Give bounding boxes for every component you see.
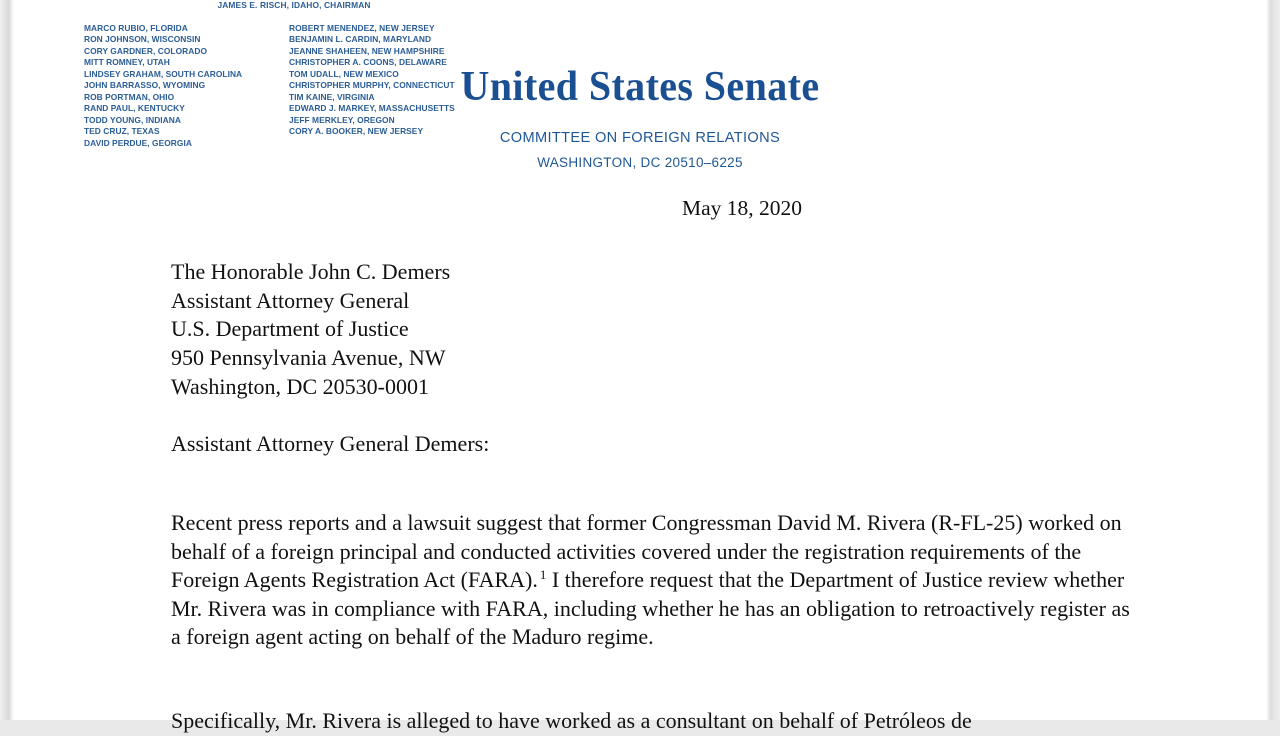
address-line: U.S. Department of Justice (171, 316, 409, 342)
member-list-item: DAVID PERDUE, GEORGIA (84, 137, 192, 148)
member-list-item: CHRISTOPHER MURPHY, CONNECTICUT (289, 80, 455, 91)
footnote-marker-1[interactable]: 1 (539, 566, 547, 582)
majority-members-column (84, 23, 242, 149)
member-list-item: CORY GARDNER, COLORADO (84, 45, 208, 56)
letter-paragraph-1 (171, 509, 1135, 652)
committee-name: COMMITTEE ON FOREIGN RELATIONS (499, 130, 781, 146)
letter-salutation: Assistant Attorney General Demers: (171, 431, 490, 456)
letterhead-address (460, 155, 820, 170)
member-list-item: MITT ROMNEY, UTAH (84, 57, 170, 68)
member-list-item: TOM UDALL, NEW MEXICO (289, 68, 399, 79)
member-list-item: MARCO RUBIO, FLORIDA (84, 23, 188, 33)
address-line: Washington, DC 20530-0001 (171, 373, 429, 399)
letterhead-masthead (460, 58, 820, 170)
paragraph-1-text-b: I therefore request that the Department of Justice review whether Mr. Rivera was in compliance with FARA, including whether he has an obligation to retroactively register as a foreign agent acting on behalf of the Maduro regime. (171, 567, 1130, 649)
member-list-item: LINDSEY GRAHAM, SOUTH CAROLINA (84, 68, 243, 79)
member-list-item: ROBERT MENENDEZ, NEW JERSEY (289, 23, 435, 33)
senate-title-artwork (460, 58, 820, 112)
member-list-item: JEFF MERKLEY, OREGON (289, 114, 395, 125)
committee-chairman-line: JAMES E. RISCH, IDAHO, CHAIRMAN (217, 0, 371, 10)
member-list-item: RON JOHNSON, WISCONSIN (84, 34, 201, 45)
member-list-item: TED CRUZ, TEXAS (84, 126, 160, 137)
page-left-gutter (0, 0, 14, 720)
letterhead-city: WASHINGTON, DC 20510–6225 (537, 155, 743, 170)
member-list-item: TODD YOUNG, INDIANA (84, 114, 181, 125)
senate-letterhead (14, 0, 1266, 170)
letter-paragraph-2: Specifically, Mr. Rivera is alleged to have worked as a consultant on behalf of Petróleos de (171, 708, 972, 733)
svg-text:United States Senate: United States Senate (460, 61, 820, 110)
member-list-item: BENJAMIN L. CARDIN, MARYLAND (289, 34, 432, 45)
member-list-item: ROB PORTMAN, OHIO (84, 91, 175, 102)
minority-members-column (289, 23, 455, 138)
member-list-item: EDWARD J. MARKEY, MASSACHUSETTS (289, 103, 455, 114)
letter-date: May 18, 2020 (681, 196, 803, 220)
member-list-item: CHRISTOPHER A. COONS, DELAWARE (289, 57, 447, 68)
member-list-item: JEANNE SHAHEEN, NEW HAMPSHIRE (289, 45, 445, 56)
page-right-gutter (1266, 0, 1280, 720)
member-list-item: TIM KAINE, VIRGINIA (289, 91, 375, 102)
letter-page (14, 0, 1266, 733)
address-line: 950 Pennsylvania Avenue, NW (171, 345, 446, 371)
member-list-item: CORY A. BOOKER, NEW JERSEY (289, 126, 424, 137)
paragraph-1-text-a: Recent press reports and a lawsuit suggest that former Congressman David M. Rivera (R-FL-25) worked on behalf of a foreign principal and conducted activities covered under the registration requirements of the Foreign Agents Registration Act (FARA). (171, 510, 1122, 592)
member-list-item: JOHN BARRASSO, WYOMING (84, 80, 206, 91)
recipient-address-block (171, 258, 450, 402)
address-line: Assistant Attorney General (171, 287, 410, 313)
address-line: The Honorable John C. Demers (171, 259, 451, 284)
senate-title (460, 58, 820, 119)
member-list-item: RAND PAUL, KENTUCKY (84, 103, 185, 114)
